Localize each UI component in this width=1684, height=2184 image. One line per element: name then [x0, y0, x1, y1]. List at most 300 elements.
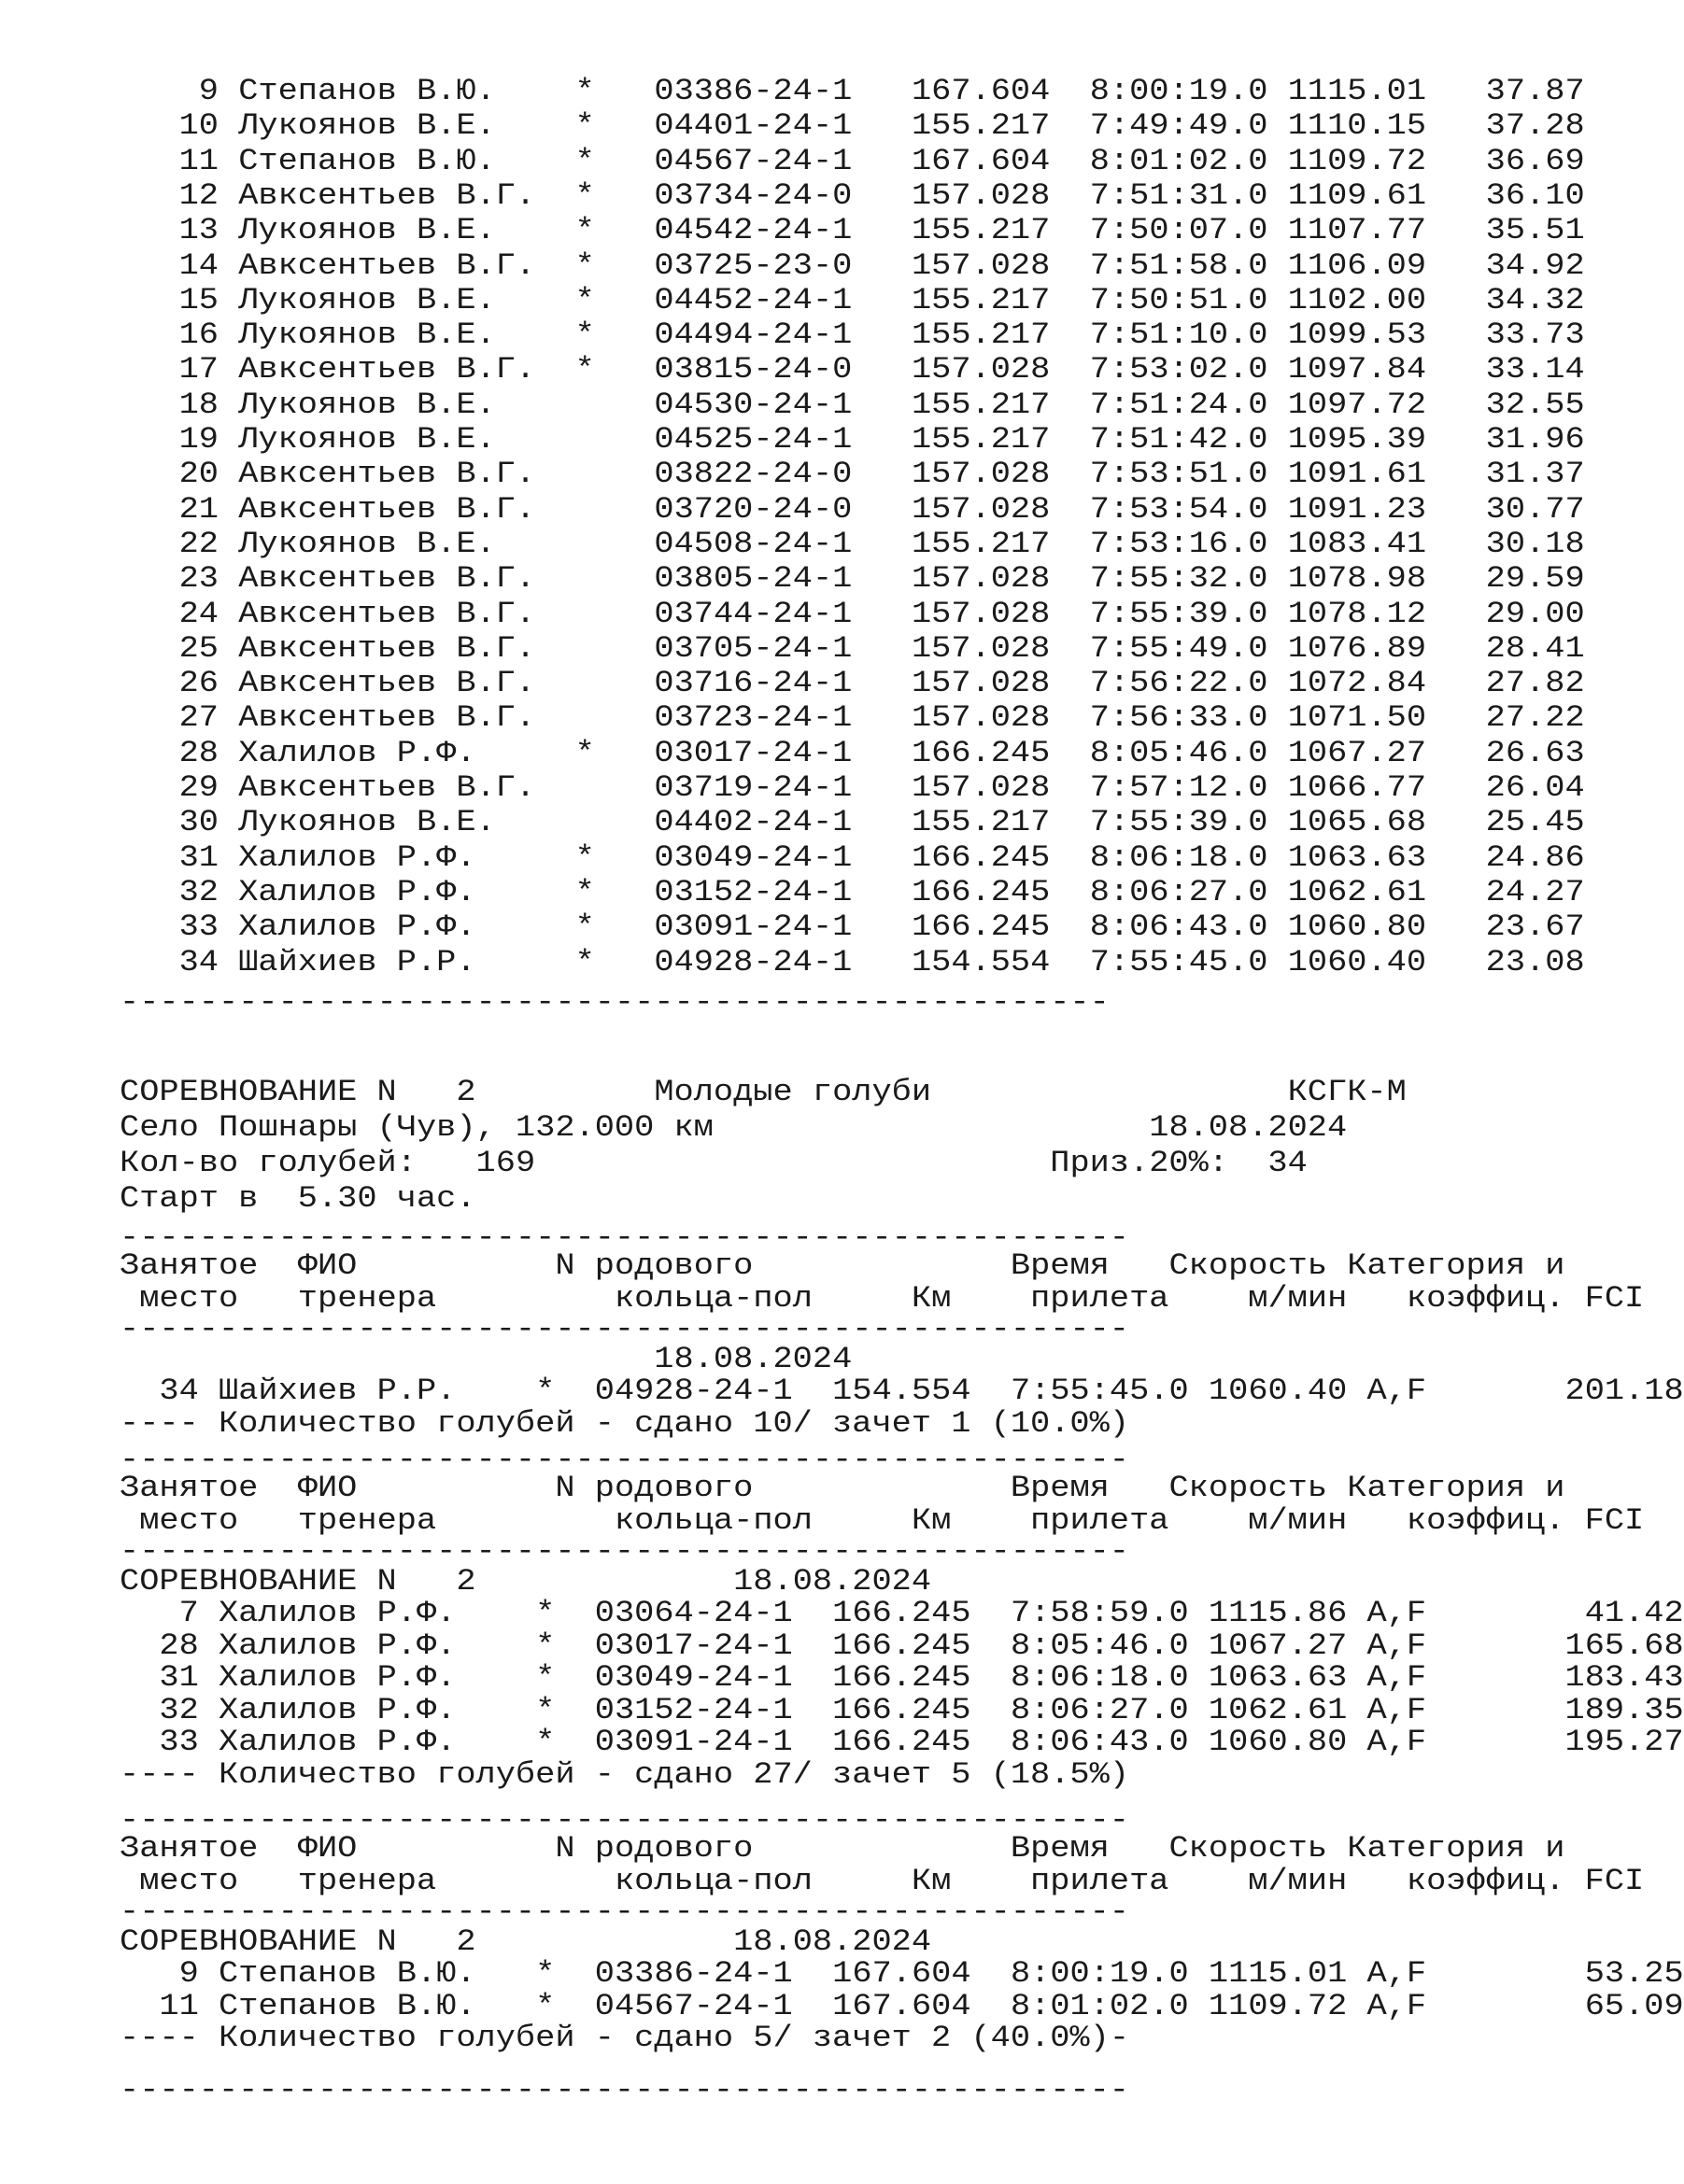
arrival-time-cell: 7:53:16.0 [1089, 526, 1268, 561]
category-cell: A,F [1366, 1596, 1427, 1630]
coefficient-cell: 23.08 [1465, 944, 1585, 979]
table-row [120, 1956, 1684, 1991]
distance-cell: 166.245 [911, 839, 1051, 875]
header-time-2: прилета [1030, 1281, 1169, 1316]
place-cell: 7 [139, 1596, 199, 1630]
header-category: Категория и [1347, 1248, 1565, 1283]
arrival-time-cell: 8:00:19.0 [1010, 1956, 1189, 1991]
coefficient-cell: 31.37 [1465, 457, 1585, 492]
section-summary: ---- Количество голубей - сдано 5/ зачет 2 (40.0%)- [120, 2021, 1130, 2055]
place-cell: 13 [159, 213, 219, 248]
distance-cell: 157.028 [911, 596, 1051, 631]
ring-number-cell: 03719-24-1 [654, 770, 853, 805]
star-mark [575, 387, 595, 422]
header-place: Занятое [120, 1831, 259, 1866]
table-row [120, 630, 1585, 666]
place-cell: 25 [159, 630, 219, 666]
place-cell: 11 [159, 143, 219, 178]
arrival-time-cell: 7:55:45.0 [1010, 1374, 1189, 1408]
coefficient-cell: 27.82 [1465, 666, 1585, 701]
ring-number-cell: 04508-24-1 [654, 526, 853, 561]
distance-cell: 166.245 [832, 1660, 971, 1695]
header-trainer-2: тренера [297, 1864, 437, 1898]
coefficient-cell: 24.27 [1465, 874, 1585, 909]
header-place-2: место [139, 1281, 239, 1316]
trainer-name-cell: Халилов Р.Ф. [238, 735, 556, 770]
table-row [120, 422, 1585, 457]
coefficient-cell: 29.59 [1465, 561, 1585, 597]
header-category-2: коэффиц. FCI [1406, 1503, 1645, 1538]
star-mark: * [574, 839, 595, 875]
coefficient-cell: 34.92 [1465, 247, 1585, 283]
trainer-name-cell: Авксентьев В.Г. [238, 700, 556, 736]
place-cell: 23 [159, 561, 219, 597]
distance-cell: 157.028 [911, 247, 1051, 283]
trainer-name-cell: Степанов В.Ю. [219, 1956, 516, 1991]
speed-cell: 1115.01 [1208, 1956, 1348, 1991]
distance-cell: 155.217 [911, 213, 1051, 248]
coefficient-cell: 23.67 [1465, 909, 1585, 945]
star-mark: * [535, 1596, 556, 1630]
header-time: Время [1010, 1471, 1110, 1505]
distance-cell: 157.028 [911, 770, 1051, 805]
arrival-time-cell: 7:53:54.0 [1089, 491, 1268, 527]
star-mark [575, 561, 595, 596]
star-mark: * [574, 909, 595, 945]
trainer-name-cell: Лукоянов В.Е. [238, 282, 556, 317]
place-cell: 32 [159, 874, 219, 909]
speed-cell: 1102.00 [1287, 282, 1427, 317]
star-mark: * [574, 213, 595, 248]
speed-cell: 1065.68 [1287, 805, 1427, 840]
ring-number-cell: 03049-24-1 [654, 839, 853, 875]
header-km: Км [911, 1503, 952, 1538]
category-cell: A,F [1366, 1692, 1427, 1727]
fci-coefficient-cell: 65.09 [1545, 1988, 1684, 2023]
section-summary [120, 1756, 1130, 1792]
arrival-time-cell: 7:55:32.0 [1089, 561, 1268, 597]
header-trainer-2: тренера [297, 1503, 437, 1538]
arrival-time-cell: 8:00:19.0 [1089, 74, 1268, 108]
header-speed: Скорость [1168, 1248, 1328, 1283]
arrival-time-cell: 7:55:49.0 [1089, 630, 1268, 666]
table-row [120, 1627, 1684, 1663]
table-row [120, 247, 1585, 283]
speed-cell: 1097.84 [1287, 352, 1427, 387]
place-cell: 27 [159, 700, 219, 736]
distance-cell: 166.245 [911, 874, 1051, 909]
table-row [120, 143, 1585, 178]
place-cell: 30 [159, 805, 219, 840]
star-mark [575, 457, 595, 491]
header-ring-2: кольца-пол [614, 1503, 813, 1538]
speed-cell: 1083.41 [1287, 526, 1427, 561]
table-row [120, 1376, 1684, 1407]
distance-cell: 157.028 [911, 352, 1051, 387]
distance-cell: 166.245 [832, 1725, 971, 1759]
arrival-time-cell: 7:51:31.0 [1089, 177, 1268, 213]
distance-cell: 157.028 [911, 700, 1051, 736]
place-cell: 29 [159, 770, 219, 805]
speed-cell: 1060.80 [1287, 909, 1427, 945]
table-row [120, 491, 1585, 527]
speed-cell: 1078.12 [1287, 596, 1427, 631]
arrival-time-cell: 8:01:02.0 [1089, 143, 1268, 178]
trainer-name-cell: Халилов Р.Ф. [238, 874, 556, 909]
speed-cell: 1072.84 [1287, 666, 1427, 701]
trainer-name-cell: Степанов В.Ю. [238, 143, 556, 178]
arrival-time-cell: 7:51:24.0 [1089, 387, 1268, 422]
race-location: Село Пошнары (Чув), 132.000 км [120, 1110, 952, 1145]
arrival-time-cell: 7:49:49.0 [1089, 108, 1268, 144]
category-cell: A,F [1366, 1988, 1427, 2023]
ring-number-cell: 03705-24-1 [654, 630, 853, 666]
star-mark: * [535, 1692, 556, 1727]
category-cell: A,F [1366, 1725, 1427, 1759]
distance-cell: 157.028 [911, 491, 1051, 527]
speed-cell: 1109.72 [1208, 1988, 1348, 2023]
speed-cell: 1060.40 [1208, 1374, 1348, 1408]
header-speed: Скорость [1168, 1831, 1328, 1866]
star-mark: * [574, 735, 595, 770]
header-place: Занятое [120, 1471, 259, 1505]
place-cell: 9 [139, 1956, 199, 1991]
arrival-time-cell: 7:53:51.0 [1089, 457, 1268, 492]
competition-label: СОРЕВНОВАНИЕ N [120, 1924, 397, 1959]
coefficient-cell: 26.63 [1465, 735, 1585, 770]
competition-number: 2 [456, 1075, 476, 1109]
section-date: 18.08.2024 [733, 1564, 932, 1599]
table-header-row-2 [120, 1503, 1645, 1538]
place-cell: 24 [159, 596, 219, 631]
coefficient-cell: 37.87 [1465, 74, 1585, 108]
speed-cell: 1115.86 [1208, 1596, 1348, 1630]
coefficient-cell: 31.96 [1465, 422, 1585, 457]
ring-number-cell: 03049-24-1 [594, 1660, 793, 1695]
distance-cell: 155.217 [911, 387, 1051, 422]
speed-cell: 1110.15 [1287, 108, 1427, 144]
section-date-line [120, 1924, 932, 1959]
table-row [120, 387, 1585, 422]
trainer-name-cell: Халилов Р.Ф. [219, 1725, 516, 1759]
place-cell: 21 [159, 491, 219, 527]
star-mark: * [574, 247, 595, 283]
place-cell: 9 [159, 74, 219, 108]
coefficient-cell: 24.86 [1465, 839, 1585, 875]
divider: --------------------------------------------------- [120, 1220, 1130, 1255]
table-row [120, 459, 1585, 490]
place-cell: 20 [159, 457, 219, 492]
speed-cell: 1109.72 [1287, 143, 1427, 178]
place-cell: 12 [159, 177, 219, 213]
place-cell: 34 [159, 944, 219, 979]
header-place: Занятое [120, 1248, 259, 1283]
arrival-time-cell: 8:05:46.0 [1089, 735, 1268, 770]
ring-number-cell: 04928-24-1 [654, 944, 853, 979]
table-row [120, 213, 1585, 248]
coefficient-cell: 29.00 [1465, 596, 1585, 631]
divider: --------------------------------------------------- [120, 1443, 1130, 1477]
ring-number-cell: 03805-24-1 [654, 561, 853, 597]
star-mark: * [574, 177, 595, 213]
competition-label: СОРЕВНОВАНИЕ N [120, 1075, 397, 1109]
speed-cell: 1071.50 [1287, 700, 1427, 736]
speed-cell: 1063.63 [1208, 1660, 1348, 1695]
trainer-name-cell: Лукоянов В.Е. [238, 213, 556, 248]
trainer-name-cell: Шайхиев Р.Р. [238, 944, 556, 979]
ring-number-cell: 03716-24-1 [654, 666, 853, 701]
place-cell: 31 [139, 1660, 199, 1695]
trainer-name-cell: Лукоянов В.Е. [238, 805, 556, 840]
speed-cell: 1060.40 [1287, 944, 1427, 979]
table-row [120, 282, 1585, 317]
distance-cell: 157.028 [911, 457, 1051, 492]
distance-cell: 167.604 [832, 1956, 971, 1991]
trainer-name-cell: Халилов Р.Ф. [219, 1692, 516, 1727]
ring-number-cell: 03152-24-1 [654, 874, 853, 909]
speed-cell: 1062.61 [1208, 1692, 1348, 1727]
place-cell: 19 [159, 422, 219, 457]
place-cell: 10 [159, 108, 219, 144]
fci-coefficient-cell: 53.25 [1545, 1956, 1684, 1991]
coefficient-cell: 28.41 [1465, 630, 1585, 666]
section-summary [120, 1405, 1130, 1441]
speed-cell: 1107.77 [1287, 213, 1427, 248]
header-trainer: ФИО [297, 1471, 358, 1505]
table-row [120, 1692, 1684, 1727]
ring-number-cell: 03152-24-1 [594, 1692, 793, 1727]
organization-code: КСГК-М [1287, 1075, 1407, 1109]
header-category: Категория и [1347, 1831, 1565, 1866]
arrival-time-cell: 7:55:45.0 [1089, 944, 1268, 979]
section-date-line [120, 1564, 932, 1599]
ring-number-cell: 04567-24-1 [594, 1988, 793, 2023]
header-trainer: ФИО [297, 1248, 358, 1283]
distance-cell: 167.604 [832, 1988, 971, 2023]
divider: --------------------------------------------------- [120, 1312, 1130, 1346]
ring-number-cell: 03091-24-1 [594, 1725, 793, 1759]
place-cell: 31 [159, 839, 219, 875]
coefficient-cell: 36.69 [1465, 143, 1585, 178]
place-cell: 11 [139, 1988, 199, 2023]
ring-number-cell: 03720-24-0 [654, 491, 853, 527]
star-mark: * [535, 1660, 556, 1695]
prize-label: Приз.20%: [1050, 1146, 1229, 1180]
category-cell: A,F [1366, 1956, 1427, 1991]
arrival-time-cell: 7:58:59.0 [1010, 1596, 1189, 1630]
place-cell: 33 [139, 1725, 199, 1759]
section-date: 18.08.2024 [733, 1924, 932, 1959]
distance-cell: 155.217 [911, 422, 1051, 457]
distance-cell: 166.245 [832, 1596, 971, 1630]
speed-cell: 1109.61 [1287, 177, 1427, 213]
trainer-name-cell: Халилов Р.Ф. [238, 909, 556, 945]
header-time: Время [1010, 1248, 1110, 1283]
section-summary-text: ---- Количество голубей - сдано 10/ зачет 1 (10.0%) [120, 1405, 1130, 1441]
place-cell: 34 [139, 1374, 199, 1408]
ring-number-cell: 04542-24-1 [654, 213, 853, 248]
trainer-name-cell: Лукоянов В.Е. [238, 387, 556, 422]
ring-number-cell: 03386-24-1 [594, 1956, 793, 1991]
competition-title-line [120, 1075, 1407, 1109]
arrival-time-cell: 8:06:43.0 [1089, 909, 1268, 945]
speed-cell: 1076.89 [1287, 630, 1427, 666]
arrival-time-cell: 7:56:22.0 [1089, 666, 1268, 701]
pigeon-count-label: Кол-во голубей: [120, 1146, 417, 1180]
star-mark [575, 492, 595, 527]
place-cell: 33 [159, 909, 219, 945]
competition-location-line [120, 1110, 1348, 1145]
trainer-name-cell: Степанов В.Ю. [238, 74, 556, 108]
distance-cell: 167.604 [911, 74, 1051, 108]
star-mark [575, 770, 595, 805]
divider: --------------------------------------------------- [120, 1895, 1130, 1929]
fci-coefficient-cell: 41.42 [1545, 1596, 1684, 1630]
distance-cell: 155.217 [911, 805, 1051, 840]
table-row [120, 1988, 1684, 2023]
trainer-name-cell: Авксентьев В.Г. [238, 770, 556, 805]
distance-cell: 166.245 [911, 735, 1051, 770]
header-ring-2: кольца-пол [614, 1864, 813, 1898]
speed-cell: 1095.39 [1287, 422, 1427, 457]
ring-number-cell: 04402-24-1 [654, 805, 853, 840]
prize-count: 34 [1267, 1146, 1308, 1180]
header-ring-2: кольца-пол [614, 1281, 813, 1316]
trainer-name-cell: Авксентьев В.Г. [238, 561, 556, 597]
coefficient-cell: 37.28 [1465, 108, 1585, 144]
header-time-2: прилета [1030, 1503, 1169, 1538]
table-row [120, 561, 1585, 597]
speed-cell: 1062.61 [1287, 874, 1427, 909]
trainer-name-cell: Авксентьев В.Г. [238, 177, 556, 213]
place-cell: 17 [159, 352, 219, 387]
ring-number-cell: 04494-24-1 [654, 317, 853, 353]
coefficient-cell: 33.14 [1465, 352, 1585, 387]
competition-category: Молодые голуби [654, 1075, 932, 1109]
ring-number-cell: 04452-24-1 [654, 282, 853, 317]
section-summary-text: ---- Количество голубей - сдано 5/ зачет 2 (40.0%) [120, 2021, 1110, 2055]
speed-cell: 1106.09 [1287, 247, 1427, 283]
section-summary-text: ---- Количество голубей - сдано 27/ зачет 5 (18.5%) [120, 1756, 1130, 1792]
speed-cell: 1091.23 [1287, 491, 1427, 527]
trainer-name-cell: Степанов В.Ю. [219, 1988, 516, 2023]
header-ring: N родового [555, 1831, 754, 1866]
distance-cell: 157.028 [911, 630, 1051, 666]
fci-coefficient-cell: 195.27 [1545, 1725, 1684, 1759]
coefficient-cell: 30.77 [1465, 491, 1585, 527]
table-header-row-1 [120, 1248, 1565, 1283]
place-cell: 18 [159, 387, 219, 422]
speed-cell: 1066.77 [1287, 770, 1427, 805]
header-km: Км [911, 1281, 952, 1316]
header-km: Км [911, 1864, 952, 1898]
trainer-name-cell: Лукоянов В.Е. [238, 526, 556, 561]
coefficient-cell: 27.22 [1465, 700, 1585, 736]
start-time-line [120, 1181, 476, 1216]
table-row [120, 352, 1585, 387]
ring-number-cell: 03723-24-1 [654, 700, 853, 736]
distance-cell: 157.028 [911, 177, 1051, 213]
trainer-name-cell: Авксентьев В.Г. [238, 491, 556, 527]
table-header-row-1 [120, 1831, 1565, 1866]
table-row [120, 770, 1585, 805]
header-speed: Скорость [1168, 1471, 1328, 1505]
distance-cell: 166.245 [832, 1627, 971, 1663]
header-ring: N родового [555, 1248, 754, 1283]
place-cell: 14 [159, 247, 219, 283]
fci-coefficient-cell: 189.35 [1545, 1692, 1684, 1727]
arrival-time-cell: 7:50:51.0 [1089, 282, 1268, 317]
star-mark: * [574, 352, 595, 387]
divider: --------------------------------------------------- [120, 2073, 1130, 2107]
table-row [120, 177, 1585, 213]
arrival-time-cell: 7:55:39.0 [1089, 596, 1268, 631]
trainer-name-cell: Авксентьев В.Г. [238, 352, 556, 387]
trainer-name-cell: Авксентьев В.Г. [238, 666, 556, 701]
table-row [120, 1660, 1684, 1695]
speed-cell: 1099.53 [1287, 317, 1427, 353]
header-category-2: коэффиц. FCI [1406, 1281, 1645, 1316]
star-mark: * [535, 1725, 556, 1759]
coefficient-cell: 30.18 [1465, 526, 1585, 561]
ring-number-cell: 04567-24-1 [654, 143, 853, 178]
table-row [120, 700, 1585, 736]
table-row [120, 1596, 1684, 1630]
place-cell: 32 [139, 1692, 199, 1727]
distance-cell: 155.217 [911, 108, 1051, 144]
header-category: Категория и [1347, 1471, 1565, 1505]
table-row [120, 74, 1585, 108]
ring-number-cell: 03017-24-1 [594, 1627, 793, 1663]
fci-coefficient-cell: 201.18 [1545, 1374, 1684, 1408]
arrival-time-cell: 7:51:58.0 [1089, 247, 1268, 283]
arrival-time-cell: 8:06:43.0 [1010, 1725, 1189, 1759]
star-mark: * [574, 143, 595, 178]
table-header-row-2 [120, 1281, 1645, 1316]
category-cell: A,F [1366, 1627, 1427, 1663]
header-place-2: место [139, 1864, 239, 1898]
ring-number-cell: 03815-24-0 [654, 352, 853, 387]
star-mark [575, 700, 595, 735]
trainer-name-cell: Халилов Р.Ф. [219, 1660, 516, 1695]
competition-number: 2 [456, 1564, 476, 1599]
table-row [120, 944, 1585, 979]
ring-number-cell: 04401-24-1 [654, 108, 853, 144]
start-time: Старт в 5.30 час. [120, 1181, 476, 1216]
star-mark: * [574, 944, 595, 979]
place-cell: 26 [159, 666, 219, 701]
coefficient-cell: 26.04 [1465, 770, 1585, 805]
speed-cell: 1078.98 [1287, 561, 1427, 597]
header-speed-2: м/мин [1248, 1281, 1348, 1316]
header-time-2: прилета [1030, 1864, 1169, 1898]
distance-cell: 155.217 [911, 317, 1051, 353]
arrival-time-cell: 8:06:18.0 [1010, 1660, 1189, 1695]
speed-cell: 1063.63 [1287, 839, 1427, 875]
star-mark [575, 597, 595, 631]
category-cell: A,F [1366, 1660, 1427, 1695]
speed-cell: 1060.80 [1208, 1725, 1348, 1759]
header-speed-2: м/мин [1248, 1864, 1348, 1898]
arrival-time-cell: 8:06:27.0 [1010, 1692, 1189, 1727]
fci-coefficient-cell: 183.43 [1545, 1660, 1684, 1695]
trainer-name-cell: Халилов Р.Ф. [219, 1627, 516, 1663]
ring-number-cell: 03017-24-1 [654, 735, 853, 770]
place-cell: 28 [139, 1627, 199, 1663]
ring-number-cell: 03725-23-0 [654, 247, 853, 283]
header-ring: N родового [555, 1471, 754, 1505]
distance-cell: 167.604 [911, 143, 1051, 178]
